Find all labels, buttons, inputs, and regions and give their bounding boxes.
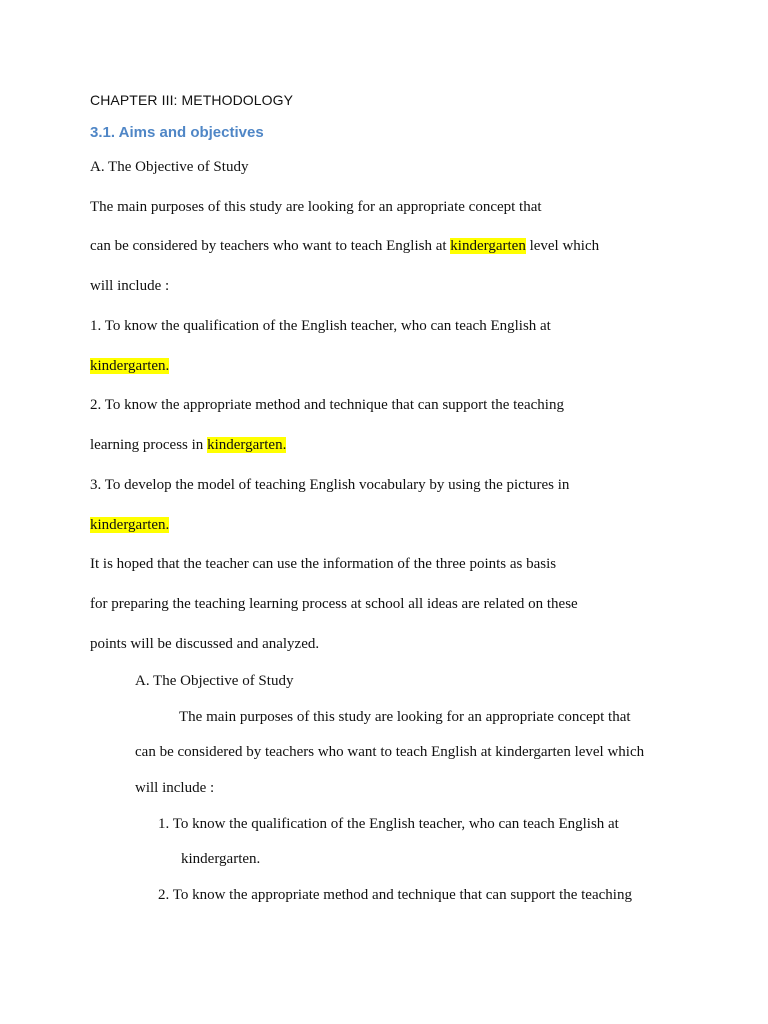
highlighted-term: kindergarten. xyxy=(90,358,170,374)
text-span: level which xyxy=(525,238,600,254)
objective-subheading: A. The Objective of Study xyxy=(90,159,249,175)
paragraph-line: The main purposes of this study are looking for an appropriate concept that xyxy=(90,199,542,215)
list-item: 2. To know the appropriate method and technique that can support the teaching xyxy=(158,887,632,903)
paragraph-line: points will be discussed and analyzed. xyxy=(90,636,320,652)
text-span: can be considered by teachers who want to teach English at xyxy=(90,238,451,254)
list-item-continuation: kindergarten. xyxy=(181,851,261,867)
chapter-title: CHAPTER III: METHODOLOGY xyxy=(90,92,294,108)
objective-subheading: A. The Objective of Study xyxy=(135,673,294,689)
list-item: 2. To know the appropriate method and technique that can support the teaching xyxy=(90,397,564,413)
paragraph-line: will include : xyxy=(90,278,170,294)
list-item-continuation xyxy=(90,436,286,454)
section-heading: 3.1. Aims and objectives xyxy=(90,124,264,141)
paragraph-line xyxy=(90,237,599,255)
highlighted-term: kindergarten xyxy=(450,238,526,254)
paragraph-line: can be considered by teachers who want to teach English at kindergarten level which xyxy=(135,744,645,760)
list-item-continuation xyxy=(90,357,169,375)
list-item: 1. To know the qualification of the English teacher, who can teach English at xyxy=(158,816,619,832)
list-item: 3. To develop the model of teaching English vocabulary by using the pictures in xyxy=(90,477,570,493)
text-span: learning process in xyxy=(90,437,208,453)
list-item: 1. To know the qualification of the English teacher, who can teach English at xyxy=(90,318,551,334)
list-item-continuation xyxy=(90,516,169,534)
highlighted-term: kindergarten. xyxy=(207,437,287,453)
paragraph-line: will include : xyxy=(135,780,215,796)
paragraph-line: The main purposes of this study are looking for an appropriate concept that xyxy=(179,709,631,725)
highlighted-term: kindergarten. xyxy=(90,517,170,533)
paragraph-line: It is hoped that the teacher can use the information of the three points as basis xyxy=(90,556,557,572)
paragraph-line: for preparing the teaching learning process at school all ideas are related on these xyxy=(90,596,578,612)
